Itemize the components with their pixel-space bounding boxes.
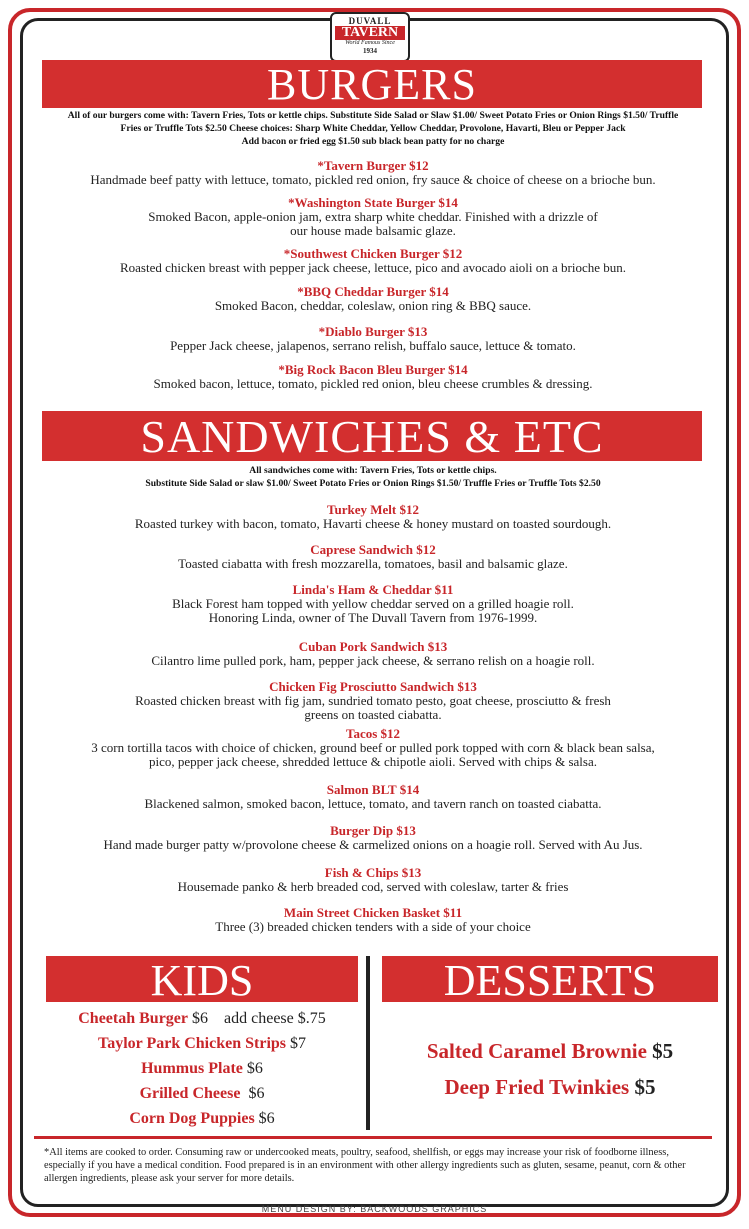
- menu-item: [40, 824, 706, 852]
- item-desc: greens on toasted ciabatta.: [304, 707, 442, 722]
- item-desc: Smoked Bacon, apple-onion jam, extra sharp white cheddar. Finished with a drizzle of: [148, 209, 598, 224]
- item-title: Main Street Chicken Basket $11: [283, 905, 463, 920]
- item-desc: pico, pepper jack cheese, shredded lettuce & chipotle aioli. Served with chips & salsa.: [149, 754, 597, 769]
- item-desc: Roasted chicken breast with fig jam, sundried tomato pesto, goat cheese, prosciutto & fresh: [135, 693, 611, 708]
- item-title: Cuban Pork Sandwich $13: [298, 639, 448, 654]
- desserts-banner: DESSERTS: [382, 956, 718, 1002]
- menu-item: [40, 363, 706, 391]
- sandwiches-note: All sandwiches come with: Tavern Fries, Tots or kettle chips. Substitute Side Salad or slaw $1.00/ Sweet Potato Fries or Onion Rings $1.50/ Truffle Fries or Truffle Tots $2.50: [145, 465, 601, 489]
- menu-item: [40, 247, 706, 275]
- menu-item: [40, 583, 706, 625]
- item-desc: Toasted ciabatta with fresh mozzarella, tomatoes, basil and balsamic glaze.: [178, 556, 568, 571]
- kids-item: Taylor Park Chicken Strips $7: [97, 1035, 307, 1052]
- menu-item: [40, 159, 706, 187]
- footer-rule: [34, 1136, 712, 1139]
- menu-item: [40, 783, 706, 811]
- item-desc: Smoked bacon, lettuce, tomato, pickled red onion, bleu cheese crumbles & dressing.: [153, 376, 593, 391]
- item-desc: Housemade panko & herb breaded cod, served with coleslaw, tarter & fries: [177, 879, 569, 894]
- sandwiches-banner: SANDWICHES & ETC: [42, 411, 702, 461]
- kids-item: Hummus Plate $6: [141, 1060, 263, 1077]
- item-title: Linda's Ham & Cheddar $11: [292, 582, 454, 597]
- menu-item: [40, 503, 706, 531]
- column-divider: [366, 956, 370, 1130]
- menu-item: [40, 866, 706, 894]
- item-desc: Pepper Jack cheese, jalapenos, serrano relish, buffalo sauce, lettuce & tomato.: [170, 338, 576, 353]
- kids-item: Grilled Cheese $6: [139, 1085, 265, 1102]
- menu-item: [40, 543, 706, 571]
- menu-item: [40, 727, 706, 769]
- menu-item: [40, 285, 706, 313]
- dessert-item: Salted Caramel Brownie $5: [426, 1039, 674, 1063]
- item-title: *Washington State Burger $14: [288, 195, 458, 210]
- burgers-banner: BURGERS: [42, 60, 702, 108]
- item-desc: Roasted turkey with bacon, tomato, Havarti cheese & honey mustard on toasted sourdough.: [134, 516, 612, 531]
- design-credit: MENU DESIGN BY: BACKWOODS GRAPHICS: [261, 1204, 488, 1214]
- item-title: Tacos $12: [345, 726, 401, 741]
- item-desc: Black Forest ham topped with yellow cheddar served on a grilled hoagie roll.: [172, 596, 574, 611]
- burgers-note: All of our burgers come with: Tavern Fries, Tots or kettle chips. Substitute Side Salad or Slaw $1.00/ Sweet Potato Fries or Onion Rings $1.50/ Truffle Fries or Truffle Tots $2.50 Cheese choices: Sharp White Cheddar, Yellow Cheddar, Provolone, Havarti, Bleu or Pepper Jack Add bacon or fried egg $1.50 sub black bean patty for no charge: [67, 110, 679, 147]
- item-title: *Big Rock Bacon Bleu Burger $14: [278, 362, 468, 377]
- item-desc: Three (3) breaded chicken tenders with a side of your choice: [215, 919, 531, 934]
- item-title: Burger Dip $13: [330, 823, 416, 838]
- item-desc: Hand made burger patty w/provolone cheese & carmelized onions on a hoagie roll. Served with Au Jus.: [103, 837, 643, 852]
- tavern-logo: DUVALL TAVERN World Famous Since 1934: [330, 12, 410, 62]
- item-desc: Handmade beef patty with lettuce, tomato, pickled red onion, fry sauce & choice of cheese on a brioche bun.: [90, 172, 656, 187]
- item-desc: Smoked Bacon, cheddar, coleslaw, onion ring & BBQ sauce.: [214, 298, 532, 313]
- allergy-disclaimer: *All items are cooked to order. Consuming raw or undercooked meats, poultry, seafood, shellfish, or eggs may increase your risk of foodborne illness, especially if you have a medical condition. Food prepared is in an environment with other allergy ingredients such as gluten, sesame, peanut, corn & other allergen ingredients, please ask your server for more details.: [44, 1147, 686, 1184]
- item-desc: Roasted chicken breast with pepper jack cheese, lettuce, pico and avocado aioli on a brioche bun.: [119, 260, 627, 275]
- item-desc: Cilantro lime pulled pork, ham, pepper jack cheese, & serrano relish on a hoagie roll.: [151, 653, 595, 668]
- kids-item: Cheetah Burger $6 add cheese $.75: [78, 1010, 326, 1027]
- item-title: *Southwest Chicken Burger $12: [283, 246, 463, 261]
- item-desc: Honoring Linda, owner of The Duvall Tavern from 1976-1999.: [208, 610, 538, 625]
- item-title: *Tavern Burger $12: [317, 158, 429, 173]
- item-title: Caprese Sandwich $12: [310, 542, 436, 557]
- item-title: Turkey Melt $12: [327, 502, 419, 517]
- menu-item: [40, 325, 706, 353]
- kids-banner: KIDS: [46, 956, 358, 1002]
- item-desc: Blackened salmon, smoked bacon, lettuce, tomato, and tavern ranch on toasted ciabatta.: [144, 796, 602, 811]
- item-desc: our house made balsamic glaze.: [290, 223, 456, 238]
- item-desc: 3 corn tortilla tacos with choice of chicken, ground beef or pulled pork topped with corn & black bean salsa,: [91, 740, 655, 755]
- item-title: Chicken Fig Prosciutto Sandwich $13: [269, 679, 477, 694]
- item-title: Salmon BLT $14: [326, 782, 420, 797]
- menu-item: [40, 680, 706, 722]
- item-title: Fish & Chips $13: [324, 865, 422, 880]
- kids-item: Corn Dog Puppies $6: [129, 1110, 275, 1127]
- item-title: *Diablo Burger $13: [318, 324, 428, 339]
- item-title: *BBQ Cheddar Burger $14: [297, 284, 449, 299]
- dessert-item: Deep Fried Twinkies $5: [444, 1075, 656, 1099]
- menu-item: [40, 640, 706, 668]
- menu-item: [40, 906, 706, 934]
- menu-item: [40, 196, 706, 238]
